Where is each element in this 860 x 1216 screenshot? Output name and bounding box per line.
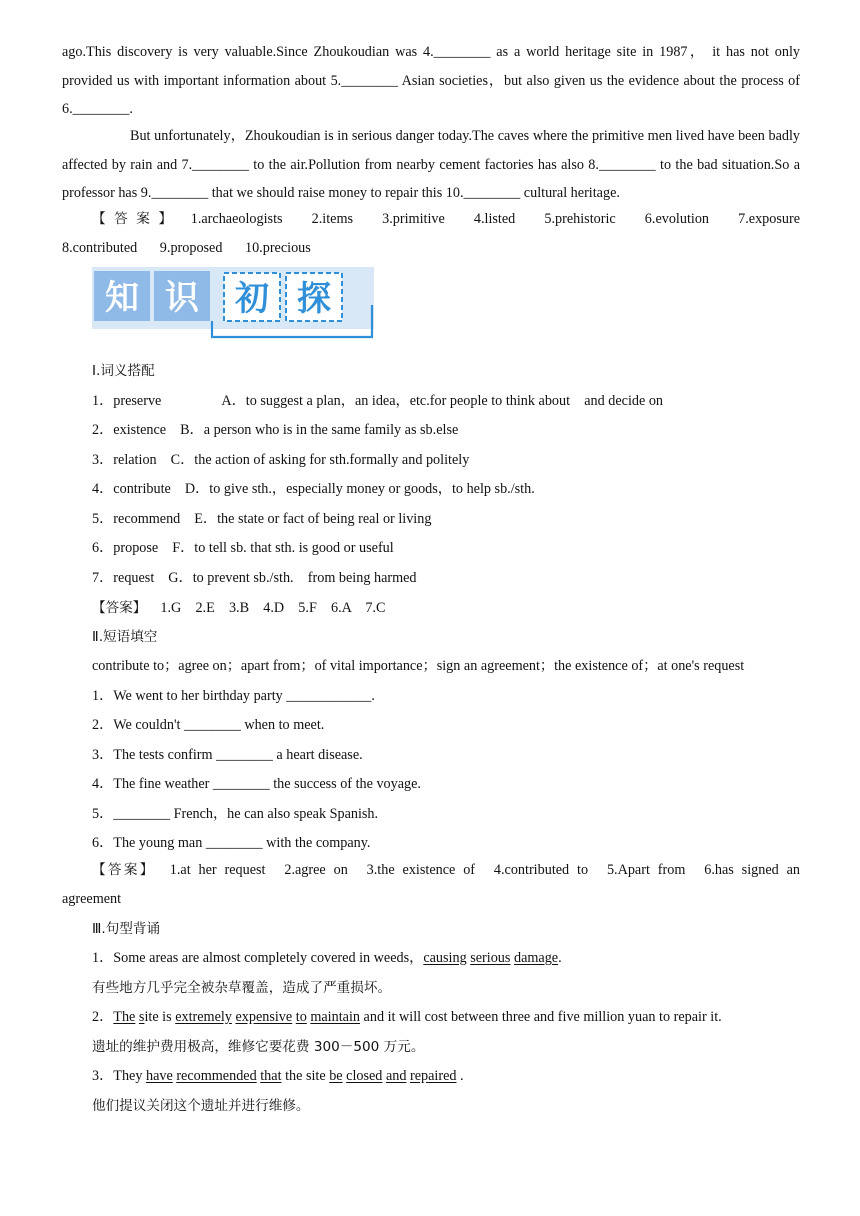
match-item-4: [92, 478, 535, 498]
match-item-2: [92, 419, 458, 439]
underlined-word: repaired: [410, 1068, 457, 1084]
passage-paragraph-2: But unfortunately，Zhoukoudian is in serious danger today.The caves where the primitive men lived have been badly affected by rain and 7.________ to the air.Pollution from nearby cement factories has also 8.________ to the bad situation.So a professor has 9.________ that we should raise money to repair this 10.________ cultural heritage.: [62, 128, 800, 201]
section-1-title: Ⅰ.词义搭配: [92, 363, 155, 379]
sentence-2-translation: 遗址的维护费用极高，维修它要花费 300－500 万元。: [92, 1039, 425, 1055]
section-2-answers: [62, 856, 800, 913]
answer-text: 1.at her request 2.agree on 3.the existence of 4.contributed to 5.Apart from 6.has signed an agreement: [62, 862, 800, 907]
banner-char-1: 知: [105, 278, 139, 318]
fill-item-3: 3．The tests confirm ________ a heart disease.: [92, 747, 363, 763]
match-def: D．to give sth.，especially money or goods，to help sb./sth.: [184, 481, 535, 497]
underlined-word: maintain: [310, 1009, 360, 1025]
answer-label: 【答案】: [92, 211, 181, 227]
match-item-7: [92, 567, 417, 587]
sentence-text: ite is: [144, 1009, 176, 1025]
match-def: F．to tell sb. that sth. is good or useful: [172, 540, 394, 556]
banner-char-3: 初: [235, 279, 269, 319]
sentence-text: the site: [281, 1068, 330, 1084]
fill-item-6: 6．The young man ________ with the company.: [92, 835, 371, 851]
match-word: existence: [113, 422, 167, 438]
match-word: request: [113, 570, 155, 586]
sentence-text: .: [456, 1068, 464, 1084]
underlined-word: expensive: [235, 1009, 293, 1025]
sentence-text: 3．They: [92, 1068, 146, 1084]
underlined-word: to: [295, 1009, 307, 1025]
match-word: preserve: [113, 393, 162, 409]
phrase-bank: contribute to；agree on；apart from；of vital importance；sign an agreement；the existence of；at one's request: [92, 658, 745, 674]
match-num: 1．: [92, 393, 114, 409]
answer-label: 【答案】: [92, 862, 156, 878]
banner-char-2: 识: [165, 278, 199, 318]
match-num: 2．: [92, 422, 114, 438]
match-num: 6．: [92, 540, 114, 556]
underlined-word: s: [138, 1009, 145, 1025]
sentence-text: 1．Some areas are almost completely covered in weeds，: [92, 950, 424, 966]
section-banner: [92, 265, 374, 339]
match-word: relation: [113, 452, 157, 468]
underlined-word: recommended: [176, 1068, 257, 1084]
match-num: 5．: [92, 511, 114, 527]
sentence-text: 2．: [92, 1009, 114, 1025]
passage-paragraph-1: ago.This discovery is very valuable.Since Zhoukoudian was 4.________ as a world heritage site in 1987， it has not only provided us with important information about 5.________ Asian societies，but also given us the evidence about the process of 6.________.: [62, 44, 800, 117]
underlined-word: causing: [423, 950, 467, 966]
underlined-word: The: [113, 1009, 136, 1025]
match-word: propose: [113, 540, 159, 556]
underlined-word: be: [329, 1068, 343, 1084]
match-def: A．to suggest a plan，an idea，etc.for people to think about and decide on: [221, 393, 664, 409]
fill-item-2: 2．We couldn't ________ when to meet.: [92, 717, 325, 733]
underlined-word: serious: [470, 950, 511, 966]
underlined-word: that: [260, 1068, 282, 1084]
underlined-word: extremely: [175, 1009, 232, 1025]
section-1-answers: [92, 596, 385, 617]
banner-char-4: 探: [297, 279, 331, 319]
match-def: G．to prevent sb./sth. from being harmed: [168, 570, 417, 586]
fill-item-1: 1．We went to her birthday party ____________.: [92, 688, 375, 704]
match-num: 4．: [92, 481, 114, 497]
answer-text: 1.G 2.E 3.B 4.D 5.F 6.A 7.C: [160, 600, 386, 616]
answer-label: 【答案】: [92, 600, 147, 616]
match-item-6: [92, 537, 394, 557]
sentence-1-translation: 有些地方几乎完全被杂草覆盖，造成了严重损坏。: [92, 980, 392, 996]
underlined-word: damage: [513, 950, 559, 966]
match-word: contribute: [113, 481, 171, 497]
match-num: 7．: [92, 570, 114, 586]
passage-answers: [62, 205, 800, 262]
section-3-title: Ⅲ.句型背诵: [92, 921, 161, 937]
answer-text: 1.archaeologists 2.items 3.primitive 4.listed 5.prehistoric 6.evolution 7.exposure 8.contributed 9.proposed 10.precious: [62, 211, 800, 256]
match-item-5: [92, 508, 431, 528]
match-num: 3．: [92, 452, 114, 468]
sentence-1: [92, 947, 562, 967]
match-item-1: [92, 390, 663, 410]
underlined-word: and: [385, 1068, 407, 1084]
match-def: B．a person who is in the same family as sb.else: [180, 422, 459, 438]
fill-item-4: 4．The fine weather ________ the success of the voyage.: [92, 776, 421, 792]
sentence-3: [92, 1065, 464, 1085]
match-def: C．the action of asking for sth.formally and politely: [170, 452, 470, 468]
underlined-word: have: [145, 1068, 173, 1084]
sentence-text: and it will cost between three and five million yuan to repair it.: [360, 1009, 722, 1025]
section-2-title: Ⅱ.短语填空: [92, 629, 158, 645]
match-item-3: [92, 449, 469, 469]
underlined-word: closed: [346, 1068, 383, 1084]
sentence-3-translation: 他们提议关闭这个遗址并进行维修。: [92, 1098, 310, 1114]
sentence-text: .: [558, 950, 562, 966]
fill-item-5: 5．________ French，he can also speak Spanish.: [92, 806, 379, 822]
match-def: E．the state or fact of being real or living: [194, 511, 432, 527]
match-word: recommend: [113, 511, 181, 527]
sentence-2: [92, 1006, 722, 1026]
